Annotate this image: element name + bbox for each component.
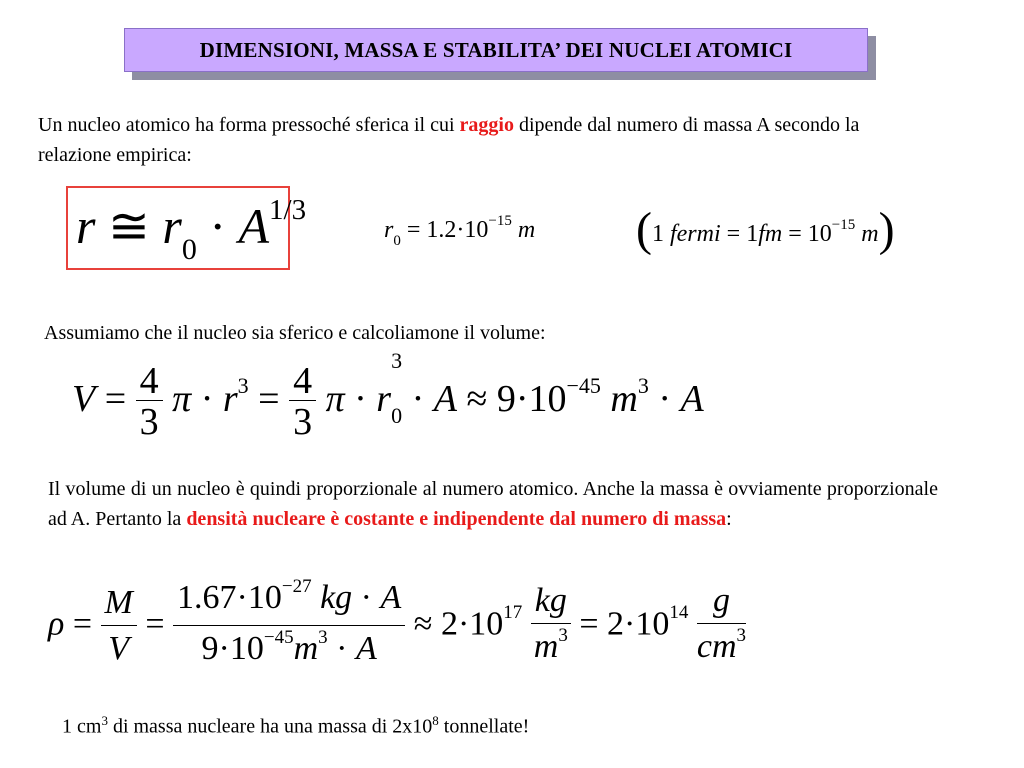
conclusion-t1: 1 cm <box>62 715 102 738</box>
density-text-before: Il volume di un nucleo è quindi proporzionale al numero atomico. Anche la massa è ovviamente proporzionale ad A. Pertanto la <box>48 478 938 530</box>
fermi-text2: = 1 <box>720 221 759 247</box>
vol-A-1: A <box>433 378 457 421</box>
rho-g: g <box>697 579 746 624</box>
vol-fraction-1 <box>136 362 163 443</box>
density-highlight: densità nucleare è costante e indipendente dal numero di massa <box>186 508 727 530</box>
rho-big-den <box>173 626 405 677</box>
fermi-definition <box>636 196 895 267</box>
density-text-after: : <box>726 508 732 530</box>
vol-V: V <box>72 378 96 421</box>
rho-cm-exp: 3 <box>736 624 747 646</box>
volume-intro: Assumiamo che il nucleo sia sferico e calcoliamone il volume: <box>44 322 546 344</box>
vol-frac1-num: 4 <box>136 362 163 401</box>
rho-approx: ≈ 2·10 <box>413 605 504 643</box>
rho-den-A: A <box>355 630 377 667</box>
rho-eq3: = 2·10 <box>579 605 670 643</box>
rho-num-A: A <box>380 579 402 616</box>
radius-formula <box>76 196 306 264</box>
radius-A: A <box>238 198 270 254</box>
conclusion-t3: tonnellate! <box>438 715 530 738</box>
conclusion-sup1: 3 <box>101 713 108 728</box>
conclusion <box>62 706 762 742</box>
vol-dot-3: · <box>411 378 425 421</box>
vol-approx: ≈ 9·10 <box>466 378 567 421</box>
fermi-close-paren: ) <box>878 203 895 256</box>
vol-dot-1: · <box>200 378 214 421</box>
intro-text-before: Un nucleo atomico ha forma pressoché sferica il cui <box>38 114 460 136</box>
fermi-word: fermi <box>669 221 721 247</box>
vol-A-2: A <box>680 378 704 421</box>
rho-exp17: 17 <box>503 602 523 624</box>
conclusion-sup2: 8 <box>432 713 439 728</box>
vol-dot-2: · <box>354 378 367 421</box>
vol-exp-45: −45 <box>566 373 601 399</box>
rho-fraction-big <box>173 576 405 677</box>
vol-r-exp: 3 <box>237 373 249 399</box>
title-banner <box>124 28 868 72</box>
rho-den-m-exp: 3 <box>318 627 328 648</box>
fermi-unit: m <box>861 221 879 247</box>
vol-r0-exp: 3 <box>391 348 403 374</box>
rho-num-kg: kg <box>320 579 353 616</box>
vol-frac1-den: 3 <box>139 401 159 443</box>
fermi-exponent: −15 <box>831 217 856 233</box>
rho-den-value: 9·10 <box>201 630 264 667</box>
fermi-open-paren: ( <box>636 203 652 256</box>
r0-unit: m <box>517 217 536 243</box>
vol-frac2-den: 3 <box>293 401 313 443</box>
vol-dot-4: · <box>658 378 672 421</box>
rho-num-dot: · <box>360 579 372 616</box>
rho-fraction-MV <box>101 581 137 672</box>
vol-m-exp: 3 <box>637 373 649 399</box>
fermi-text3: = 10 <box>782 221 832 247</box>
radius-dot: · <box>209 198 226 254</box>
fermi-fm: fm <box>758 221 783 247</box>
rho-num-value: 1.67·10 <box>177 579 282 616</box>
slide-title: DIMENSIONI, MASSA E STABILITA’ DEI NUCLEI ATOMICI <box>199 37 793 62</box>
radius-r0: r <box>162 198 182 254</box>
vol-r0: r <box>376 378 392 421</box>
r0-value-formula <box>384 212 535 251</box>
intro-paragraph <box>38 110 908 170</box>
fermi-text1: 1 <box>651 221 670 247</box>
rho-m: m <box>533 627 559 665</box>
radius-exponent: 1/3 <box>269 194 307 226</box>
r0-exponent: −15 <box>488 213 512 229</box>
rho-fraction-kgm3 <box>531 579 571 675</box>
rho-den-m: m <box>293 630 319 667</box>
rho-cm3 <box>697 624 746 675</box>
vol-frac2-num: 4 <box>289 362 316 401</box>
vol-fraction-2 <box>289 362 316 443</box>
radius-r: r <box>76 198 96 254</box>
rho-kg: kg <box>531 579 571 624</box>
density-paragraph <box>48 474 938 534</box>
rho-den-exp: −45 <box>263 627 294 648</box>
rho-eq1: = <box>72 605 93 643</box>
rho-symbol: ρ <box>48 605 65 643</box>
rho-big-num <box>173 576 405 626</box>
rho-num-exp: −27 <box>281 576 312 597</box>
vol-pi-2: π <box>325 378 345 421</box>
rho-V: V <box>108 630 130 667</box>
vol-eq1: = <box>104 378 127 421</box>
vol-m: m <box>610 378 638 421</box>
rho-m3 <box>531 624 571 675</box>
rho-cm: cm <box>696 627 737 665</box>
intro-text-after: dipende dal numero di massa A secondo la relazione empirica: <box>38 114 860 166</box>
radius-approx: ≅ <box>107 198 150 254</box>
volume-formula <box>72 348 704 443</box>
vol-eq2: = <box>258 378 280 421</box>
rho-eq2: = <box>145 605 165 643</box>
r0-equals: = 1.2·10 <box>406 217 489 243</box>
rho-fraction-gcm3 <box>697 579 746 675</box>
rho-m-exp: 3 <box>558 624 568 646</box>
vol-pi-1: π <box>172 378 192 421</box>
vol-r: r <box>222 378 238 421</box>
vol-r0-sub: 0 <box>391 403 403 429</box>
r0-subscript: 0 <box>393 233 401 249</box>
rho-M: M <box>101 581 137 626</box>
radius-r0-sub: 0 <box>181 233 197 266</box>
intro-highlight: raggio <box>459 114 514 136</box>
rho-den-dot: · <box>336 630 348 667</box>
rho-exp14: 14 <box>669 602 689 624</box>
r0-symbol: r <box>384 217 394 243</box>
density-formula <box>48 576 746 677</box>
conclusion-t2: di massa nucleare ha una massa di 2x10 <box>107 715 433 738</box>
